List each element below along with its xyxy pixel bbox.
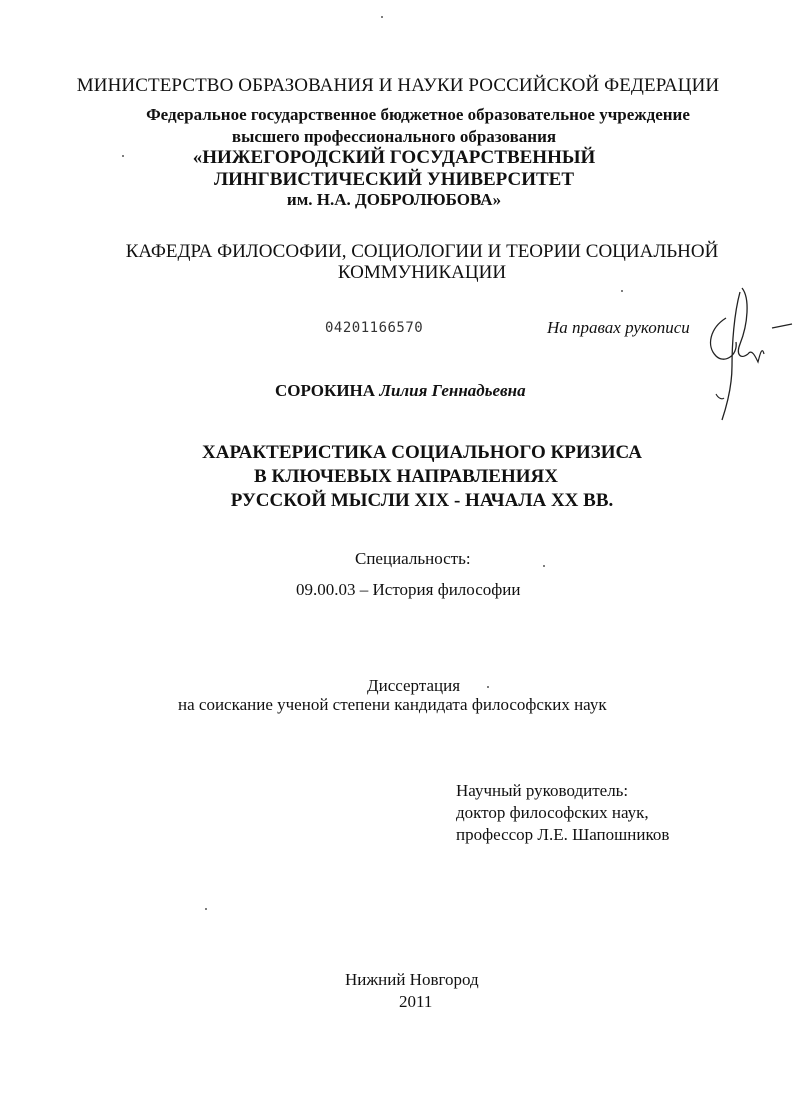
manuscript-rights-note: На правах рукописи [547, 318, 690, 337]
dissertation-label: Диссертация [367, 676, 461, 695]
author-name [275, 381, 526, 401]
university-name-line-2: ЛИНГВИСТИЧЕСКИЙ УНИВЕРСИТЕТ [213, 169, 575, 190]
thesis-title-line-2: В КЛЮЧЕВЫХ НАПРАВЛЕНИЯХ [254, 466, 558, 487]
handwritten-signature-icon [696, 284, 796, 424]
specialty-value: 09.00.03 – История философии [296, 580, 521, 599]
dissertation-degree-text: на соискание ученой степени кандидата философских наук [178, 695, 607, 714]
thesis-title-line-3: РУССКОЙ МЫСЛИ XIX - НАЧАЛА XX ВВ. [230, 490, 614, 511]
scan-speck [621, 290, 623, 292]
scientific-advisor-block [456, 780, 669, 846]
institution-line-2: высшего профессионального образования [231, 127, 557, 146]
year: 2011 [399, 992, 433, 1011]
advisor-degree: доктор философских наук, [456, 803, 649, 822]
city: Нижний Новгород [345, 970, 479, 989]
scan-speck [487, 686, 489, 688]
university-name-line-1: «НИЖЕГОРОДСКИЙ ГОСУДАРСТВЕННЫЙ [192, 147, 596, 168]
department-line-2: КОММУНИКАЦИИ [337, 262, 507, 283]
author-given-names: Лилия Геннадьевна [379, 381, 526, 400]
thesis-title-line-1: ХАРАКТЕРИСТИКА СОЦИАЛЬНОГО КРИЗИСА [202, 442, 642, 463]
advisor-name: профессор Л.Е. Шапошников [456, 825, 670, 844]
author-surname: СОРОКИНА [275, 381, 376, 400]
scan-speck [122, 155, 124, 157]
ministry-heading: МИНИСТЕРСТВО ОБРАЗОВАНИЯ И НАУКИ РОССИЙСКОЙ ФЕДЕРАЦИИ [76, 75, 720, 96]
scan-speck [543, 565, 545, 567]
scan-speck [381, 16, 383, 18]
institution-line-1: Федеральное государственное бюджетное образовательное учреждение [146, 105, 690, 124]
specialty-label: Специальность: [355, 549, 471, 568]
university-name-line-3: им. Н.А. ДОБРОЛЮБОВА» [286, 190, 502, 209]
department-line-1: КАФЕДРА ФИЛОСОФИИ, СОЦИОЛОГИИ И ТЕОРИИ СОЦИАЛЬНОЙ [125, 241, 719, 262]
advisor-label: Научный руководитель: [456, 781, 629, 800]
library-code: 04201166570 [325, 320, 424, 336]
scan-speck [205, 908, 207, 910]
